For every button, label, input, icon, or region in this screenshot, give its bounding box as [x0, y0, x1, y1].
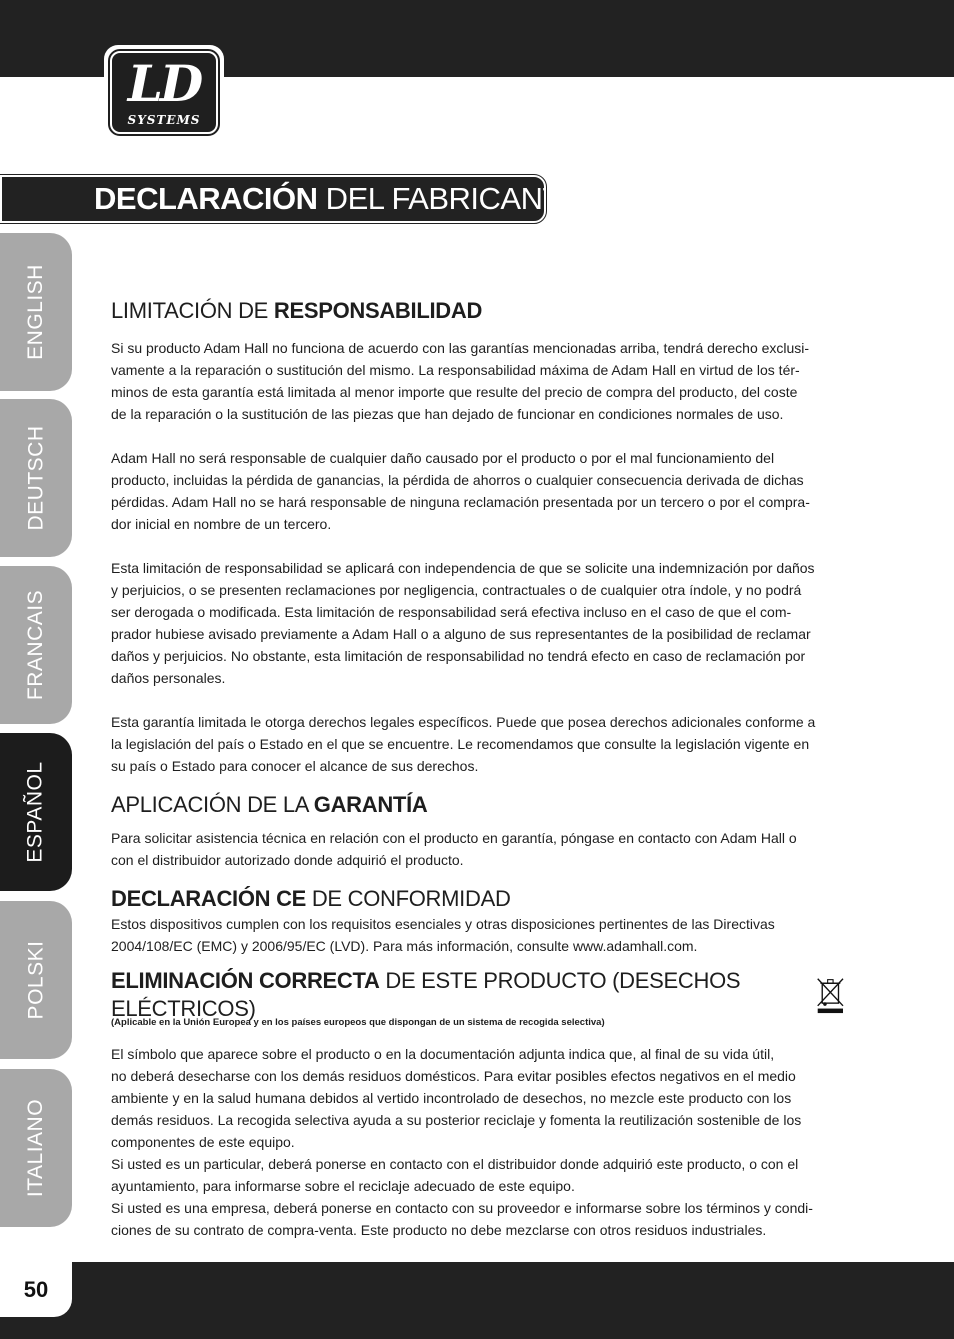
page-title [0, 175, 590, 223]
heading-declaracion-ce [111, 885, 846, 913]
page-title-bold: DECLARACIÓN [94, 181, 318, 216]
logo-subtitle: SYSTEMS [127, 113, 201, 127]
paragraph-limitacion-4: Esta garantía limitada le otorga derechos legales específicos. Puede que posea derechos adicionales conforme a la legislación del país o Estado en el que se encuentre. Le recomendamos que consulte la legislación vigente en su país o Estado para conocer el alcance de sus derechos. [111, 714, 816, 774]
main-content [111, 297, 846, 1241]
heading-eliminacion [111, 967, 815, 1023]
tab-francais[interactable] [0, 566, 72, 724]
heading-limitacion [111, 297, 846, 325]
paragraph-eliminacion: El símbolo que aparece sobre el producto o en la documentación adjunta indica que, al final de su vida útil, no deberá desecharse con los demás residuos domésticos. Para evitar posibles efectos negativos en el medio ambiente y en la salud humana debidos al vertido incontrolado de desechos, no mezcle este producto con los demás residuos. La recogida selectiva ayuda a su posterior reciclaje y fomenta la reutilización sostenible de los componentes de este equipo. Si usted es un particular, deberá ponerse en contacto con el distribuidor donde adquirió este producto, o con el ayuntamiento, para informarse sobre el reciclaje adecuado de este equipo. Si usted es una empresa, deberá ponerse en contacto con su proveedor e informarse sobre los términos y condi- ciones de su contrato de compra-venta. Este producto no debe mezclarse con otros residuos industriales. [111, 1046, 813, 1238]
tab-label: ENGLISH [24, 264, 48, 360]
bottom-bar [0, 1262, 954, 1339]
tab-english[interactable] [0, 233, 72, 391]
paragraph-limitacion-2: Adam Hall no será responsable de cualquier daño causado por el producto o por el mal funcionamiento del producto, incluidas la pérdida de ganancias, la pérdida de ahorros o cualquier consecuencia derivada de dichas pérdidas. Adam Hall no se hará responsable de ninguna reclamación presentada por un tercero o por el compra- dor inicial en nombre de un tercero. [111, 450, 810, 532]
heading-bold: RESPONSABILIDAD [273, 298, 483, 323]
paragraph-aplicacion: Para solicitar asistencia técnica en relación con el producto en garantía, póngase en contacto con Adam Hall o con el distribuidor autorizado donde adquirió el producto. [111, 830, 797, 868]
heading-plain: APLICACIÓN DE LA [111, 792, 314, 817]
eliminacion-note: (Aplicable en la Unión Europea y en los países europeos que dispongan de un sistema de recogida selectiva) [111, 1017, 605, 1028]
tab-label: POLSKI [24, 940, 47, 1020]
paragraph-declaracion-ce: Estos dispositivos cumplen con los requisitos esenciales y otras disposiciones pertinentes de las Directivas 2004/108/EC (EMC) y 2006/95/EC (LVD). Para más información, consulte www.adamhall.com. [111, 916, 775, 954]
heading-plain: DE ESTE PRODUCTO (DESECHOS ELÉCTRICOS) [111, 968, 741, 1021]
logo-mark: LD [127, 54, 201, 113]
heading-plain: DE CONFORMIDAD [306, 886, 511, 911]
heading-bold: DECLARACIÓN CE [111, 886, 307, 911]
tab-polski[interactable] [0, 901, 72, 1059]
tab-label: FRANCAIS [24, 589, 47, 701]
heading-bold: ELIMINACIÓN CORRECTA [111, 968, 380, 993]
tab-label: ESPAÑOL [24, 761, 47, 863]
tab-label: DEUTSCH [24, 425, 48, 531]
page-number: 50 [0, 1262, 72, 1317]
tab-espanol[interactable] [0, 733, 72, 891]
crossed-out-wheelie-bin-icon [815, 974, 846, 1016]
heading-aplicacion [111, 791, 846, 819]
heading-plain: LIMITACIÓN DE [111, 298, 274, 323]
paragraph-limitacion-1: Si su producto Adam Hall no funciona de acuerdo con las garantías mencionadas arriba, tendrá derecho exclusi- vamente a la reparación o sustitución del mismo. La responsabilidad máxima de Adam Hall en virtud de los tér- minos de esta garantía está limitada al menor importe que resulte del precio de compra del producto, del coste de la reparación o la sustitución de las piezas que han dejado de funcionar en condiciones normales de uso. [111, 340, 810, 422]
paragraph-limitacion-3: Esta limitación de responsabilidad se aplicará con independencia de que se solicite una indemnización por daños y perjuicios, o se presenten reclamaciones por negligencia, contractuales o de cualquier otra índole, y no podrá ser derogada o modificada. Esta limitación de responsabilidad será efectiva incluso en el caso de que el com- prador hubiese avisado previamente a Adam Hall o a alguno de sus representantes de la posibilidad de reclamar daños y perjuicios. No obstante, esta limitación de responsabilidad no tendrá efecto en caso de reclamación por daños personales. [111, 560, 815, 686]
page-title-rest: DEL FABRICANTE: [317, 181, 590, 216]
tab-deutsch[interactable] [0, 399, 72, 557]
ld-systems-logo [104, 45, 224, 140]
tab-italiano[interactable] [0, 1069, 72, 1227]
tab-label: ITALIANO [24, 1098, 48, 1198]
heading-bold: GARANTÍA [313, 792, 428, 817]
eliminacion-header [111, 967, 846, 1023]
